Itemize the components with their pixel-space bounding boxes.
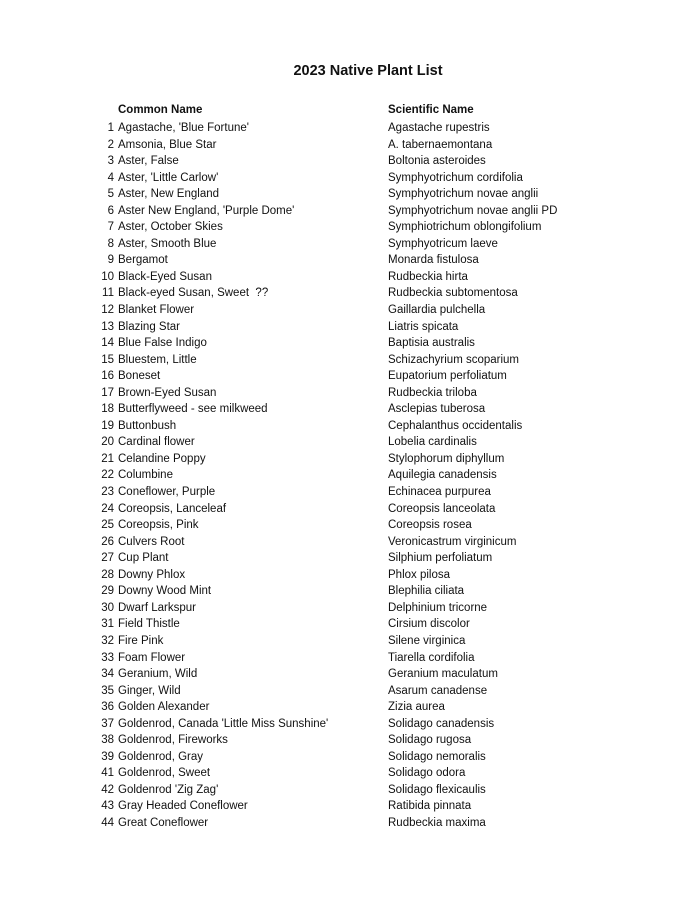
- plant-common-name: Aster, October Skies: [118, 221, 223, 234]
- plant-common-name: Aster, New England: [118, 188, 220, 201]
- plant-scientific-name: Lobelia cardinalis: [388, 436, 477, 449]
- plant-common-name: Gray Headed Coneflower: [118, 800, 248, 813]
- plant-number: 28: [101, 568, 114, 581]
- plant-number: 21: [101, 452, 114, 465]
- plant-number: 18: [101, 403, 114, 416]
- plant-row: [0, 352, 695, 369]
- plant-scientific-name: Liatris spicata: [388, 320, 459, 333]
- plant-number: 42: [101, 783, 114, 796]
- plant-common-name: Brown-Eyed Susan: [118, 386, 217, 399]
- plant-common-name: Foam Flower: [118, 651, 186, 664]
- plant-row: [0, 517, 695, 534]
- plant-scientific-name: Rudbeckia hirta: [388, 270, 468, 283]
- column-header-scientific-name: Scientific Name: [388, 104, 474, 116]
- plant-number: 9: [107, 254, 114, 267]
- plant-scientific-name: Solidago canadensis: [388, 717, 495, 730]
- plant-common-name: Ginger, Wild: [118, 684, 181, 697]
- plant-number: 35: [101, 684, 114, 697]
- plant-scientific-name: Baptisia australis: [388, 337, 475, 350]
- plant-number: 24: [101, 502, 114, 515]
- plant-common-name: Aster New England, 'Purple Dome': [118, 204, 295, 217]
- plant-row: [0, 501, 695, 518]
- plant-scientific-name: Cephalanthus occidentalis: [388, 419, 523, 432]
- plant-row: [0, 153, 695, 170]
- plant-row: [0, 137, 695, 154]
- plant-scientific-name: Solidago nemoralis: [388, 750, 486, 763]
- plant-number: 39: [101, 750, 114, 763]
- plant-common-name: Agastache, 'Blue Fortune': [118, 122, 249, 134]
- plant-row: [0, 401, 695, 418]
- plant-number: 33: [101, 651, 114, 664]
- plant-number: 3: [107, 155, 114, 168]
- plant-number: 36: [101, 701, 114, 714]
- plant-scientific-name: Schizachyrium scoparium: [388, 353, 520, 366]
- plant-common-name: Coreopsis, Pink: [118, 519, 199, 532]
- plant-scientific-name: Coreopsis lanceolata: [388, 502, 496, 515]
- plant-common-name: Goldenrod 'Zig Zag': [118, 783, 219, 796]
- plant-row: [0, 418, 695, 435]
- plant-common-name: Butterflyweed - see milkweed: [118, 403, 268, 416]
- plant-number: 8: [107, 237, 114, 250]
- plant-common-name: Bluestem, Little: [118, 353, 197, 366]
- plant-number: 13: [101, 320, 114, 333]
- plant-scientific-name: Echinacea purpurea: [388, 486, 491, 499]
- plant-number: 20: [101, 436, 114, 449]
- plant-common-name: Boneset: [118, 370, 161, 383]
- plant-common-name: Black-eyed Susan, Sweet ??: [118, 287, 269, 300]
- plant-row: [0, 269, 695, 286]
- plant-row: [0, 319, 695, 336]
- plant-number: 43: [101, 800, 114, 813]
- plant-common-name: Celandine Poppy: [118, 452, 206, 465]
- plant-row: [0, 666, 695, 683]
- plant-number: 10: [101, 270, 114, 283]
- plant-number: 15: [101, 353, 114, 366]
- plant-number: 22: [101, 469, 114, 482]
- plant-row: [0, 434, 695, 451]
- plant-scientific-name: Delphinium tricorne: [388, 601, 488, 614]
- plant-row: [0, 120, 695, 137]
- plant-number: 5: [107, 188, 114, 201]
- plant-common-name: Geranium, Wild: [118, 668, 198, 681]
- plant-number: 11: [102, 287, 114, 300]
- plant-scientific-name: Symphyotrichum novae anglii: [388, 188, 539, 201]
- plant-number: 44: [101, 816, 114, 829]
- plant-row: [0, 765, 695, 782]
- plant-number: 30: [101, 601, 114, 614]
- plant-common-name: Buttonbush: [118, 419, 177, 432]
- plant-scientific-name: Veronicastrum virginicum: [388, 535, 517, 548]
- plant-scientific-name: Tiarella cordifolia: [388, 651, 475, 664]
- plant-common-name: Goldenrod, Fireworks: [118, 734, 228, 747]
- plant-scientific-name: Cirsium discolor: [388, 618, 470, 631]
- plant-scientific-name: Ratibida pinnata: [388, 800, 472, 813]
- plant-number: 38: [101, 734, 114, 747]
- plant-row: [0, 186, 695, 203]
- plant-row: [0, 302, 695, 319]
- plant-scientific-name: Stylophorum diphyllum: [388, 452, 505, 465]
- column-header-common-name: Common Name: [118, 104, 203, 116]
- plant-number: 23: [101, 486, 114, 499]
- plant-common-name: Cup Plant: [118, 552, 169, 565]
- plant-number: 12: [101, 304, 114, 317]
- plant-scientific-name: Silene virginica: [388, 634, 466, 647]
- plant-number: 32: [101, 634, 114, 647]
- plant-number: 7: [107, 221, 114, 234]
- plant-row: [0, 583, 695, 600]
- plant-row: [0, 798, 695, 815]
- plant-scientific-name: A. tabernaemontana: [388, 138, 493, 151]
- plant-common-name: Blanket Flower: [118, 304, 195, 317]
- plant-scientific-name: Zizia aurea: [388, 701, 445, 714]
- plant-row: [0, 782, 695, 799]
- plant-number: 2: [107, 138, 114, 151]
- plant-scientific-name: Gaillardia pulchella: [388, 304, 486, 317]
- plant-common-name: Columbine: [118, 469, 173, 482]
- plant-number: 26: [101, 535, 114, 548]
- plant-common-name: Culvers Root: [118, 535, 185, 548]
- plant-scientific-name: Symphiotrichum oblongifolium: [388, 221, 542, 234]
- plant-number: 41: [101, 767, 114, 780]
- plant-row: [0, 467, 695, 484]
- plant-list: [0, 120, 695, 832]
- plant-row: [0, 252, 695, 269]
- plant-scientific-name: Rudbeckia triloba: [388, 386, 477, 399]
- plant-number: 27: [101, 552, 114, 565]
- plant-scientific-name: Rudbeckia maxima: [388, 816, 486, 829]
- plant-number: 37: [101, 717, 114, 730]
- plant-number: 4: [107, 171, 114, 184]
- plant-row: [0, 335, 695, 352]
- plant-scientific-name: Rudbeckia subtomentosa: [388, 287, 518, 300]
- plant-row: [0, 616, 695, 633]
- plant-common-name: Fire Pink: [118, 634, 164, 647]
- plant-common-name: Goldenrod, Canada 'Little Miss Sunshine': [118, 717, 329, 730]
- plant-scientific-name: Solidago rugosa: [388, 734, 472, 747]
- plant-scientific-name: Geranium maculatum: [388, 668, 498, 681]
- plant-common-name: Field Thistle: [118, 618, 180, 631]
- plant-number: 34: [101, 668, 114, 681]
- plant-row: [0, 600, 695, 617]
- plant-common-name: Coneflower, Purple: [118, 486, 216, 499]
- plant-row: [0, 749, 695, 766]
- plant-number: 29: [101, 585, 114, 598]
- plant-row: [0, 170, 695, 187]
- plant-row: [0, 650, 695, 667]
- plant-row: [0, 550, 695, 567]
- plant-number: 19: [101, 419, 114, 432]
- plant-common-name: Aster, False: [118, 155, 179, 168]
- plant-scientific-name: Asclepias tuberosa: [388, 403, 486, 416]
- plant-row: [0, 236, 695, 253]
- plant-number: 17: [101, 386, 114, 399]
- plant-scientific-name: Aquilegia canadensis: [388, 469, 497, 482]
- plant-row: [0, 368, 695, 385]
- plant-scientific-name: Silphium perfoliatum: [388, 552, 493, 565]
- plant-common-name: Goldenrod, Gray: [118, 750, 204, 763]
- plant-row: [0, 699, 695, 716]
- plant-common-name: Blazing Star: [118, 320, 181, 333]
- plant-common-name: Goldenrod, Sweet: [118, 767, 211, 780]
- plant-scientific-name: Coreopsis rosea: [388, 519, 472, 532]
- plant-scientific-name: Solidago flexicaulis: [388, 783, 486, 796]
- plant-number: 14: [101, 337, 114, 350]
- plant-scientific-name: Phlox pilosa: [388, 568, 451, 581]
- plant-common-name: Aster, Smooth Blue: [118, 237, 217, 250]
- plant-common-name: Cardinal flower: [118, 436, 195, 449]
- plant-number: 6: [107, 204, 114, 217]
- plant-common-name: Downy Phlox: [118, 568, 186, 581]
- plant-row: [0, 732, 695, 749]
- plant-scientific-name: Boltonia asteroides: [388, 155, 486, 168]
- plant-row: [0, 203, 695, 220]
- plant-scientific-name: Symphyotrichum novae anglii PD: [388, 204, 558, 217]
- plant-common-name: Downy Wood Mint: [118, 585, 212, 598]
- plant-row: [0, 451, 695, 468]
- plant-common-name: Black-Eyed Susan: [118, 270, 212, 283]
- plant-number: 31: [101, 618, 114, 631]
- plant-scientific-name: Asarum canadense: [388, 684, 488, 697]
- plant-row: [0, 484, 695, 501]
- plant-scientific-name: Monarda fistulosa: [388, 254, 479, 267]
- plant-common-name: Blue False Indigo: [118, 337, 207, 350]
- plant-common-name: Amsonia, Blue Star: [118, 138, 217, 151]
- plant-scientific-name: Symphyotrichum cordifolia: [388, 171, 523, 184]
- plant-common-name: Dwarf Larkspur: [118, 601, 196, 614]
- plant-row: [0, 385, 695, 402]
- plant-scientific-name: Agastache rupestris: [388, 122, 490, 134]
- page-title: 2023 Native Plant List: [293, 63, 443, 79]
- plant-common-name: Great Coneflower: [118, 816, 209, 829]
- plant-row: [0, 815, 695, 832]
- plant-scientific-name: Eupatorium perfoliatum: [388, 370, 507, 383]
- plant-row: [0, 219, 695, 236]
- plant-row: [0, 683, 695, 700]
- plant-row: [0, 716, 695, 733]
- plant-common-name: Golden Alexander: [118, 701, 210, 714]
- plant-common-name: Bergamot: [118, 254, 168, 267]
- plant-common-name: Aster, 'Little Carlow': [118, 171, 219, 184]
- plant-row: [0, 633, 695, 650]
- plant-row: [0, 567, 695, 584]
- plant-row: [0, 534, 695, 551]
- plant-scientific-name: Solidago odora: [388, 767, 466, 780]
- plant-scientific-name: Blephilia ciliata: [388, 585, 465, 598]
- plant-number: 25: [101, 519, 114, 532]
- plant-common-name: Coreopsis, Lanceleaf: [118, 502, 227, 515]
- plant-number: 1: [107, 122, 114, 134]
- plant-scientific-name: Symphyotricum laeve: [388, 237, 498, 250]
- plant-row: [0, 285, 695, 302]
- plant-number: 16: [101, 370, 114, 383]
